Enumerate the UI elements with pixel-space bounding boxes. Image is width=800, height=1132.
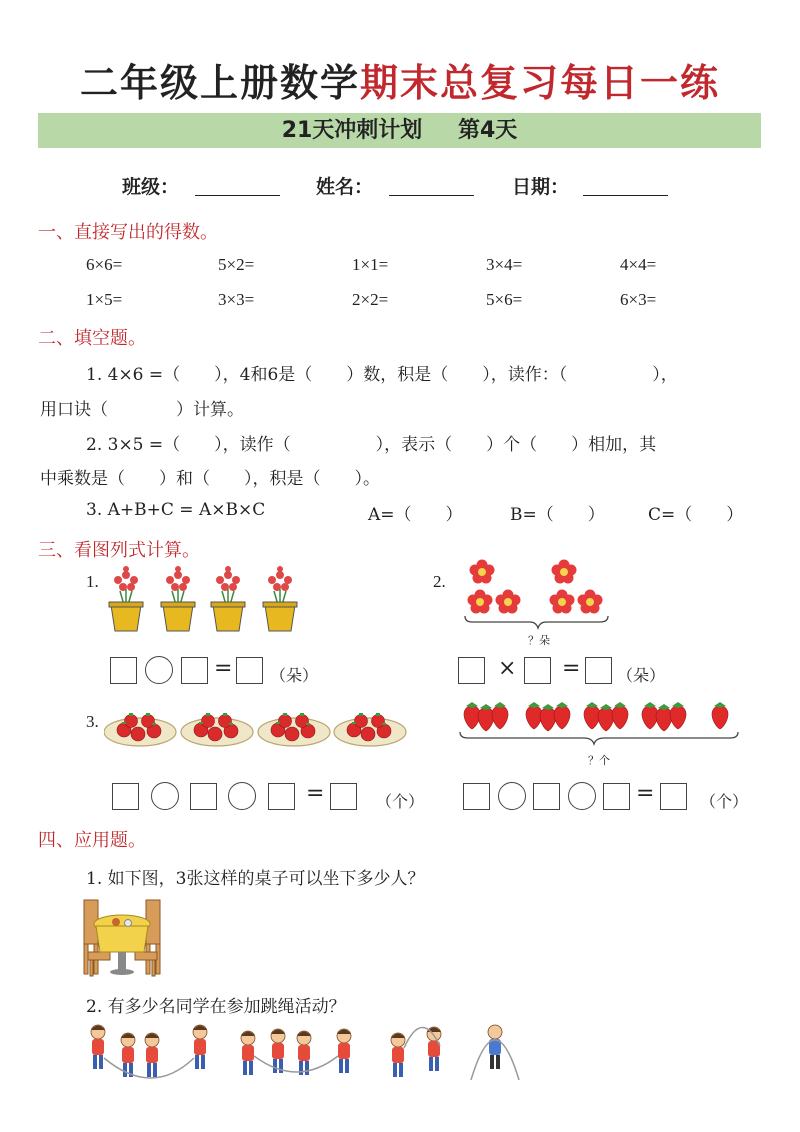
- operator-circle[interactable]: [145, 656, 173, 684]
- unit-label: （个）: [376, 792, 425, 811]
- calc-item: 2×2=: [352, 290, 389, 309]
- section2-heading: 二、填空题。: [38, 328, 146, 349]
- brace-label-strawberries: ？个: [588, 754, 610, 767]
- operator-circle[interactable]: [151, 782, 179, 810]
- picture-q1-number: 1.: [86, 572, 99, 591]
- brace-label-flowers: ？朵: [528, 634, 550, 647]
- answer-box[interactable]: [660, 783, 687, 810]
- answer-box[interactable]: [458, 657, 485, 684]
- times-sign: ×: [498, 656, 517, 681]
- date-label: 日期：: [512, 176, 570, 198]
- answer-box[interactable]: [112, 783, 139, 810]
- class-label: 班级：: [122, 176, 180, 198]
- equals-sign: =: [306, 781, 325, 806]
- unit-label: （朵）: [617, 666, 666, 685]
- equals-sign: =: [636, 781, 655, 806]
- strawberries-image: [458, 698, 748, 750]
- word-problem-1: 1. 如下图，3张这样的桌子可以坐下多少人？: [86, 869, 425, 889]
- answer-box[interactable]: [110, 657, 137, 684]
- answer-box[interactable]: [524, 657, 551, 684]
- picture-q3-number: 3.: [86, 712, 99, 731]
- answer-box[interactable]: [330, 783, 357, 810]
- section3-heading: 三、看图列式计算。: [38, 540, 200, 561]
- flower-pots-image: [106, 565, 306, 635]
- date-field[interactable]: [583, 195, 668, 196]
- section4-heading: 四、应用题。: [38, 830, 146, 851]
- tomato-plates-image: [104, 706, 409, 751]
- calc-item: 6×3=: [620, 290, 657, 309]
- class-field[interactable]: [195, 195, 280, 196]
- name-label: 姓名：: [316, 176, 374, 198]
- word-problem-2: 2. 有多少名同学在参加跳绳活动？: [86, 997, 346, 1017]
- page-title: [0, 52, 800, 107]
- fill-q2-line2: 中乘数是（ ）和（ ），积是（ ）。: [40, 469, 380, 489]
- calc-item: 1×5=: [86, 290, 123, 309]
- calc-item: 3×4=: [486, 255, 523, 274]
- picture-q2-number: 2.: [433, 572, 446, 591]
- title-black: 二年级上册数学: [79, 61, 360, 105]
- plan-banner: [38, 113, 761, 148]
- answer-box[interactable]: [190, 783, 217, 810]
- fill-q2-line1: 2. 3×5 =（ ），读作（ ），表示（ ）个（ ）相加，其: [86, 435, 657, 455]
- operator-circle[interactable]: [228, 782, 256, 810]
- unit-label: （朵）: [270, 666, 319, 685]
- unit-label: （个）: [700, 792, 749, 811]
- answer-box[interactable]: [236, 657, 263, 684]
- calc-item: 5×2=: [218, 255, 255, 274]
- calc-item: 3×3=: [218, 290, 255, 309]
- jump-rope-kids-image: [82, 1018, 462, 1088]
- operator-circle[interactable]: [568, 782, 596, 810]
- calc-item: 6×6=: [86, 255, 123, 274]
- equals-sign: =: [562, 656, 581, 681]
- calc-item: 5×6=: [486, 290, 523, 309]
- fill-q3-c: C=（ ）: [648, 505, 744, 525]
- plan-label: 21天冲刺计划: [281, 118, 423, 143]
- operator-circle[interactable]: [498, 782, 526, 810]
- answer-box[interactable]: [463, 783, 490, 810]
- title-red: 期末总复习每日一练: [360, 61, 721, 105]
- answer-box[interactable]: [603, 783, 630, 810]
- section1-heading: 一、直接写出的得数。: [38, 222, 218, 243]
- fill-q3-equation: 3. A+B+C = A×B×C: [86, 500, 266, 520]
- fill-q1-line1: 1. 4×6 =（ ），4和6是（ ）数，积是（ ），读作：（ ），: [86, 365, 678, 385]
- answer-box[interactable]: [268, 783, 295, 810]
- equals-sign: =: [214, 656, 233, 681]
- answer-box[interactable]: [181, 657, 208, 684]
- calc-item: 4×4=: [620, 255, 657, 274]
- table-chairs-image: [80, 890, 165, 982]
- fill-q3-b: B=（ ）: [510, 505, 605, 525]
- answer-box[interactable]: [533, 783, 560, 810]
- calc-item: 1×1=: [352, 255, 389, 274]
- day-label: 第4天: [457, 118, 518, 143]
- answer-box[interactable]: [585, 657, 612, 684]
- name-field[interactable]: [389, 195, 474, 196]
- jump-rope-kid-right-image: [465, 1020, 525, 1088]
- fill-q3-a: A=（ ）: [368, 505, 463, 525]
- fill-q1-line2: 用口诀（ ）计算。: [40, 400, 244, 420]
